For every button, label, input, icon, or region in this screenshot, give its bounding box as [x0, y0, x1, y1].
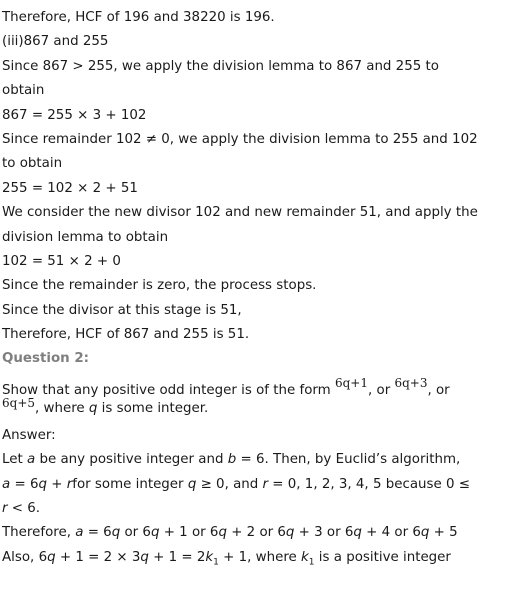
separator: , or	[367, 382, 395, 398]
math-form-3: 6q+5	[2, 395, 36, 410]
text: + 5	[429, 525, 458, 541]
text: + 1 or 6	[159, 525, 219, 541]
math-var: q	[47, 549, 56, 565]
question-text-line-1	[2, 372, 509, 400]
question-text: , where	[35, 400, 89, 416]
text-line: We consider the new divisor 102 and new remainder 51, and apply the	[2, 205, 478, 221]
math-var: q	[218, 525, 227, 541]
math-var: k	[205, 549, 214, 565]
text-line: to obtain	[2, 156, 63, 172]
text: +	[46, 476, 67, 492]
equation-line: 255 = 102 × 2 + 51	[2, 180, 138, 196]
answer-line-4	[2, 521, 509, 545]
text: = 6	[83, 525, 112, 541]
text: + 3 or 6	[294, 525, 354, 541]
text: = 0, 1, 2, 3, 4, 5 because 0 ≤	[268, 476, 470, 492]
question-heading: Question 2:	[2, 351, 90, 367]
math-var: q	[150, 525, 160, 541]
math-var: r	[66, 476, 73, 492]
math-var: q	[111, 525, 121, 541]
math-var: q	[420, 525, 430, 541]
text-line: Since 867 > 255, we apply the division lemma to 867 and 255 to	[2, 58, 439, 74]
text-line: Since the remainder is zero, the process stops.	[2, 278, 317, 294]
math-var: a	[26, 452, 36, 468]
question-text: Show that any positive odd integer is of the form	[2, 382, 335, 398]
text: + 1 = 2 × 3	[55, 549, 141, 565]
answer-label: Answer:	[2, 427, 56, 443]
question-text-line-2	[2, 395, 509, 424]
text: = 6	[10, 476, 39, 492]
math-var: q	[140, 549, 149, 565]
text: ≥ 0, and	[196, 476, 263, 492]
text: be any positive integer and	[35, 452, 228, 468]
text: + 4 or 6	[361, 525, 421, 541]
text-line: Therefore, HCF of 196 and 38220 is 196.	[2, 10, 275, 25]
math-var: k	[301, 549, 309, 565]
answer-line-1	[2, 448, 509, 472]
math-var: q	[88, 400, 98, 416]
math-var: q	[38, 476, 47, 492]
separator: , or	[427, 382, 450, 398]
math-form-2: 6q+3	[394, 375, 428, 390]
text: Let	[2, 452, 27, 468]
math-var: r	[262, 476, 269, 492]
text-line: Since the divisor at this stage is 51,	[2, 302, 242, 318]
text-line: Since remainder 102 ≠ 0, we apply the division lemma to 255 and 102	[2, 131, 478, 147]
text: for some integer	[72, 476, 188, 492]
answer-line-3	[2, 497, 509, 521]
equation-line: 867 = 255 × 3 + 102	[2, 107, 147, 123]
math-var: r	[2, 501, 8, 517]
math-var: q	[353, 525, 362, 541]
answer-line-5	[2, 546, 509, 570]
math-var: q	[285, 525, 295, 541]
text-line: division lemma to obtain	[2, 229, 169, 245]
text: Therefore,	[2, 525, 76, 541]
subscript: 1	[308, 557, 315, 568]
math-var: a	[2, 476, 11, 492]
text: + 1 = 2	[148, 549, 206, 565]
text: < 6.	[7, 501, 41, 517]
text-line: (iii)867 and 255	[2, 34, 109, 50]
text: is a positive integer	[314, 549, 451, 565]
question-text: is some integer.	[97, 400, 209, 416]
text: + 1, where	[218, 549, 302, 565]
text: Also, 6	[2, 549, 48, 565]
text-line: Therefore, HCF of 867 and 255 is 51.	[2, 327, 250, 343]
math-form-1: 6q+1	[334, 375, 368, 390]
equation-line: 102 = 51 × 2 + 0	[2, 253, 121, 269]
math-var: q	[187, 476, 197, 492]
subscript: 1	[213, 557, 219, 568]
math-var: b	[227, 452, 237, 468]
text-line: obtain	[2, 83, 45, 99]
text: + 2 or 6	[226, 525, 286, 541]
math-var: a	[75, 525, 84, 541]
text: or 6	[120, 525, 151, 541]
text: = 6. Then, by Euclid’s algorithm,	[236, 452, 461, 468]
answer-line-2	[2, 473, 509, 497]
